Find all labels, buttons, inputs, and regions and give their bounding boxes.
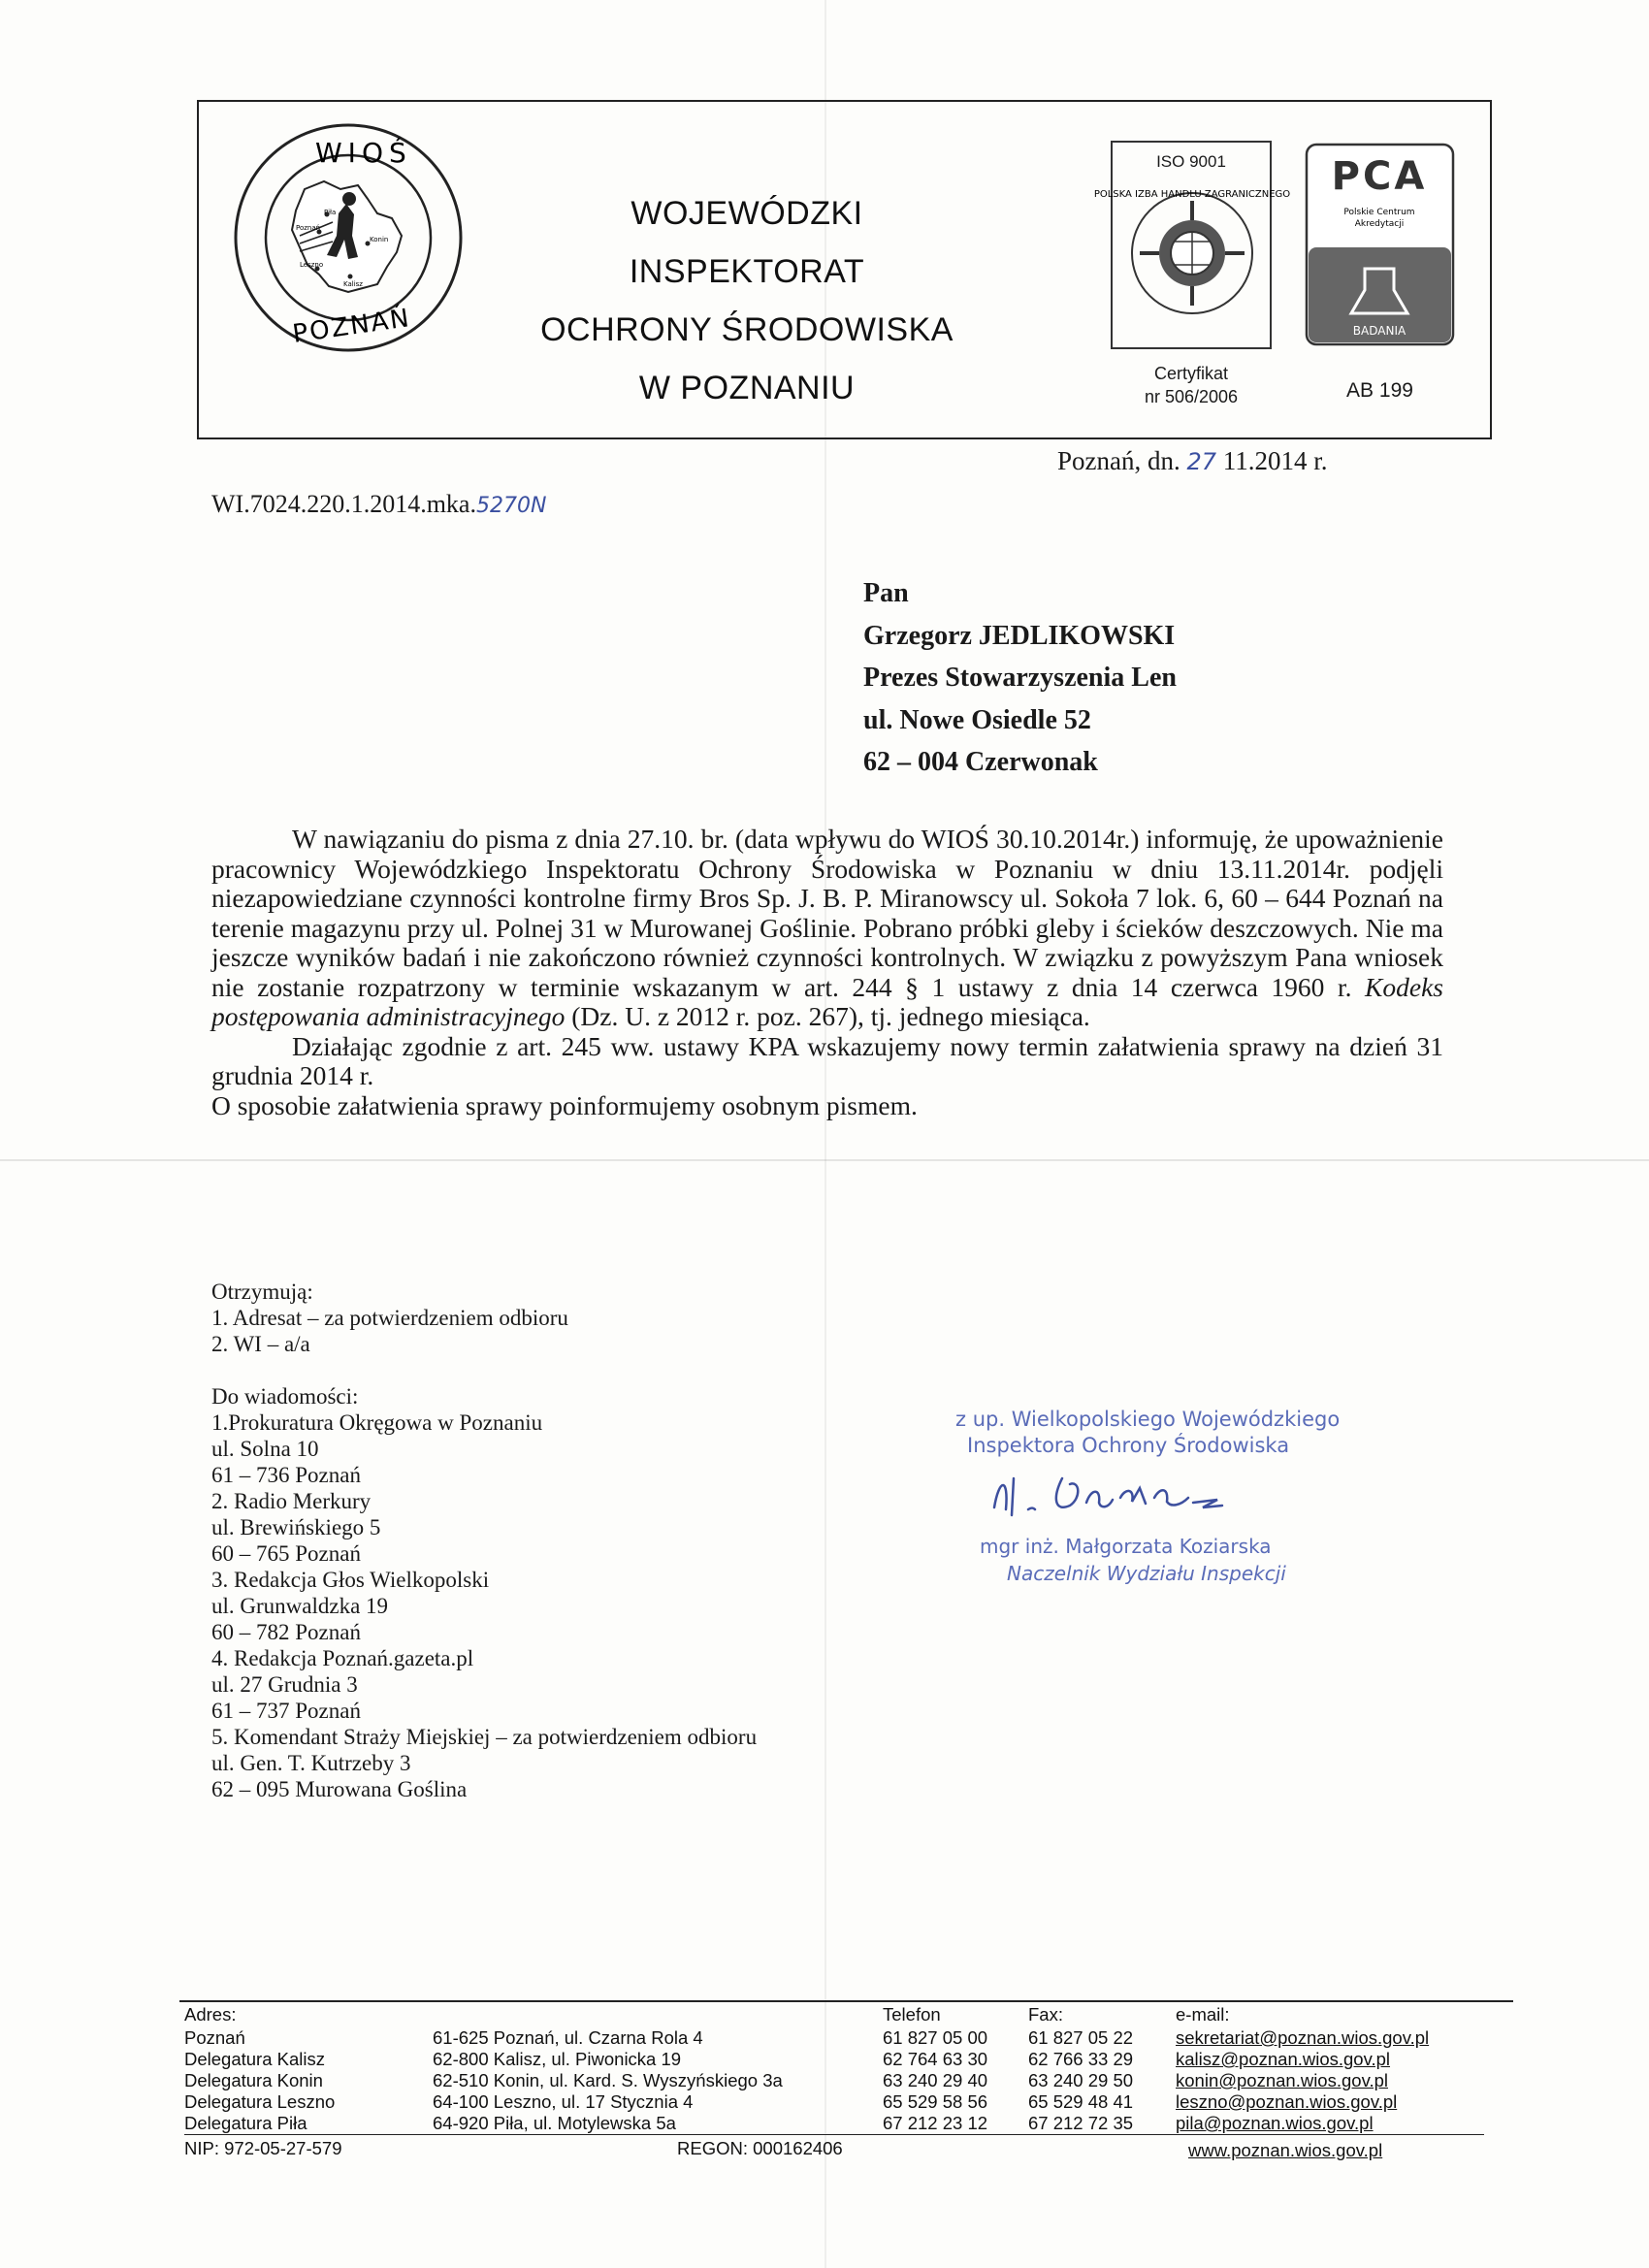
regon-number: REGON: 000162406 (677, 2138, 843, 2158)
list-item: 61 – 737 Poznań (211, 1699, 361, 1723)
office-name: Delegatura Konin (184, 2070, 323, 2090)
distribution-list (211, 1279, 757, 1802)
office-email-link[interactable]: sekretariat@poznan.wios.gov.pl (1176, 2027, 1430, 2048)
office-fax: 63 240 29 50 (1028, 2070, 1134, 2090)
office-phone: 65 529 58 56 (883, 2091, 988, 2112)
office-phone: 61 827 05 00 (883, 2027, 988, 2048)
office-name: Delegatura Piła (184, 2113, 307, 2133)
address-label: Adres: (184, 2004, 237, 2025)
accreditation-number: AB 199 (1346, 379, 1413, 402)
pca-accreditation-logo (1305, 143, 1455, 346)
office-name: Poznań (184, 2027, 245, 2048)
office-phone: 62 764 63 30 (883, 2049, 988, 2069)
office-phone: 63 240 29 40 (883, 2070, 988, 2090)
office-fax: 67 212 72 35 (1028, 2113, 1134, 2133)
nip-number: NIP: 972-05-27-579 (184, 2138, 342, 2158)
office-name: Delegatura Kalisz (184, 2049, 325, 2069)
footer-row-divider (184, 2134, 1484, 2135)
list-item: 2. Radio Merkury (211, 1489, 372, 1513)
letter-body (211, 825, 1443, 1120)
institution-name: WOJEWÓDZKI INSPEKTORAT OCHRONY ŚRODOWISKA W POZNANIU (540, 195, 954, 406)
logo-top-text: WIOŚ (315, 137, 412, 169)
fax-label: Fax: (1028, 2004, 1063, 2025)
iso-certificate-box (1093, 141, 1291, 349)
handwritten-signature (955, 1459, 1285, 1529)
list-item: 2. WI – a/a (211, 1332, 310, 1356)
list-item: ul. Grunwaldzka 19 (211, 1594, 389, 1618)
logo-city-label: Leszno (300, 261, 324, 269)
list-item: 4. Redakcja Poznań.gazeta.pl (211, 1646, 474, 1670)
certificate-text: Certyfikat nr 506/2006 (1144, 364, 1239, 406)
email-label: e-mail: (1176, 2004, 1230, 2025)
office-address: 64-100 Leszno, ul. 17 Stycznia 4 (433, 2091, 694, 2112)
list-item: 60 – 782 Poznań (211, 1620, 361, 1644)
body-paragraph-1: W nawiązaniu do pisma z dnia 27.10. br. (data wpływu do WIOŚ 30.10.2014r.) informuję, że upoważnienie pracownicy Wojewódzkiego Inspektoratu Ochrony Środowiska w Poznaniu w dniu 13.11.2014r. podjęli niezapowiedziane czynności kontrolne firmy Bros Sp. J. B. P. Miranowscy ul. Sokoła 7 lok. 6, 60 – 644 Poznań na terenie magazynu przy ul. Polnej 31 w Murowanej Goślinie. Pobrano próbki gleby i ścieków deszczowych. Nie ma jeszcze wyników badań i nie zakończono również czynności kontrolnych. W związku z powyższym Pana wniosek nie zostanie rozpatrzony w terminie wskazanym w art. 244 § 1 ustawy z dnia 14 czerwca 1960 r. Kodeks postępowania administracyjnego (Dz. U. z 2012 r. poz. 267), tj. jednego miesiąca. (211, 824, 1443, 1031)
list-item: 61 – 736 Poznań (211, 1463, 361, 1487)
logo-city-label: Kalisz (343, 280, 363, 288)
iso-title: ISO 9001 (1156, 152, 1226, 171)
signature-stamp: z up. Wielkopolskiego Wojewódzkiego Inspektora Ochrony Środowiska mgr inż. Małgorzata Koziarska Naczelnik Wydziału Inspekcji (955, 1408, 1341, 1585)
list-item: 5. Komendant Straży Miejskiej – za potwierdzeniem odbioru (211, 1725, 758, 1749)
logo-bottom-text: POZNAŃ (290, 304, 413, 349)
recipient-address: Pan Grzegorz JEDLIKOWSKI Prezes Stowarzyszenia Len ul. Nowe Osiedle 52 62 – 004 Czerwonak (863, 578, 1177, 777)
list-item: 3. Redakcja Głos Wielkopolski (211, 1568, 490, 1592)
list-item: 1. Adresat – za potwierdzeniem odbioru (211, 1306, 568, 1330)
list-item: 60 – 765 Poznań (211, 1541, 361, 1566)
chamber-seal-icon (1093, 181, 1291, 325)
body-paragraph-3: O sposobie załatwienia sprawy poinformujemy osobnym pismem. (211, 1089, 918, 1120)
wios-logo-icon (232, 121, 465, 354)
handwritten-reference: 5270N (475, 494, 547, 518)
recipients-heading: Otrzymują: (211, 1280, 313, 1304)
office-address: 61-625 Poznań, ul. Czarna Rola 4 (433, 2027, 703, 2048)
office-fax: 62 766 33 29 (1028, 2049, 1134, 2069)
cc-heading: Do wiadomości: (211, 1384, 359, 1409)
letter-date: Poznań, dn. 27 11.2014 r. (1057, 446, 1328, 475)
list-item: ul. Gen. T. Kutrzeby 3 (211, 1751, 411, 1775)
website-link[interactable]: www.poznan.wios.gov.pl (1188, 2140, 1383, 2160)
footer-divider (179, 2000, 1513, 2002)
office-address: 62-800 Kalisz, ul. Piwonicka 19 (433, 2049, 682, 2069)
reference-number: WI.7024.220.1.2014.mka.5270N (211, 490, 547, 518)
phone-label: Telefon (883, 2004, 941, 2025)
office-email-link[interactable]: konin@poznan.wios.gov.pl (1176, 2070, 1388, 2090)
office-fax: 65 529 48 41 (1028, 2091, 1134, 2112)
list-item: ul. Solna 10 (211, 1437, 319, 1461)
office-fax: 61 827 05 22 (1028, 2027, 1134, 2048)
list-item: ul. Brewińskiego 5 (211, 1515, 381, 1539)
office-email-link[interactable]: pila@poznan.wios.gov.pl (1176, 2113, 1374, 2133)
office-address: 62-510 Konin, ul. Kard. S. Wyszyńskiego 3a (433, 2070, 783, 2090)
seal-text: POLSKA IZBA HANDLU ZAGRANICZNEGO (1093, 189, 1291, 200)
logo-city-label: Piła (324, 209, 337, 216)
list-item: 1.Prokuratura Okręgowa w Poznaniu (211, 1410, 543, 1435)
office-phone: 67 212 23 12 (883, 2113, 988, 2133)
pca-line1: Polskie Centrum (1343, 208, 1415, 217)
list-item: ul. 27 Grudnia 3 (211, 1672, 358, 1697)
logo-city-label: Poznań (296, 224, 321, 232)
body-paragraph-2: Działając zgodnie z art. 245 ww. ustawy KPA wskazujemy nowy termin załatwienia sprawy na dzień 31 grudnia 2014 r. (211, 1030, 1443, 1090)
office-address: 64-920 Piła, ul. Motylewska 5a (433, 2113, 676, 2133)
pca-badge: BADANIA (1352, 324, 1406, 338)
letterhead (197, 100, 1492, 439)
office-email-link[interactable]: kalisz@poznan.wios.gov.pl (1176, 2049, 1391, 2069)
handwritten-day: 27 (1186, 448, 1217, 475)
office-email-link[interactable]: leszno@poznan.wios.gov.pl (1176, 2091, 1398, 2112)
list-item: 62 – 095 Murowana Goślina (211, 1777, 468, 1801)
logo-city-label: Konin (370, 236, 389, 243)
pca-logo-text: PCA (1331, 154, 1428, 199)
office-name: Delegatura Leszno (184, 2091, 336, 2112)
pca-line2: Akredytacji (1354, 219, 1405, 229)
